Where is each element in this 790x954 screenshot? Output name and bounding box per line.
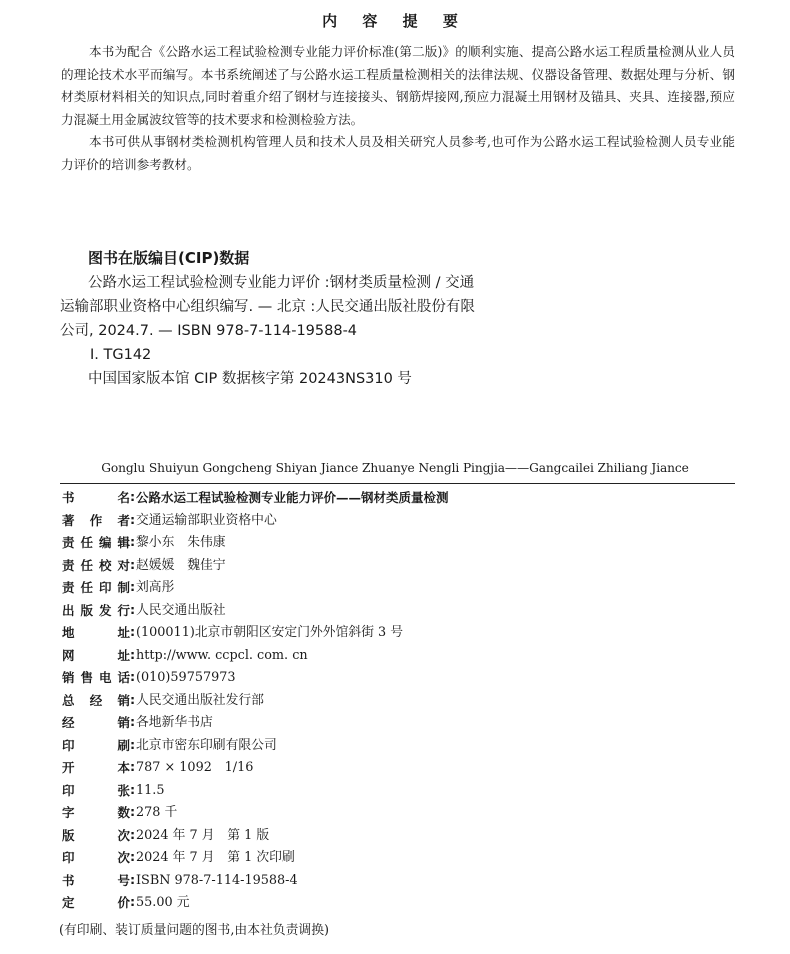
- summary-heading: 内 容 提 要: [322, 12, 468, 30]
- colophon-value: 278 千: [136, 805, 178, 820]
- colophon-row: [62, 690, 742, 713]
- colophon-label: 地 址: [62, 625, 130, 640]
- colophon-label: 书 号: [62, 872, 130, 888]
- colophon-value: 人民交通出版社发行部: [136, 692, 264, 708]
- colophon-row: [62, 870, 742, 893]
- colophon-label: 字 数: [62, 805, 130, 820]
- colophon-colon: :: [130, 670, 136, 685]
- colophon-colon: :: [130, 827, 136, 843]
- colophon-label: 网 址: [62, 647, 130, 663]
- colophon-colon: :: [130, 557, 136, 573]
- colophon-row: [62, 825, 742, 848]
- colophon-label: 总 经 销: [62, 692, 130, 708]
- colophon-label: 责 任 印 制: [62, 580, 130, 595]
- colophon-label: 印 张: [62, 782, 130, 798]
- colophon-value: 刘高彤: [136, 580, 175, 595]
- colophon-colon: :: [130, 692, 136, 708]
- colophon-colon: :: [130, 715, 136, 730]
- colophon-value: 2024 年 7 月 第 1 版: [136, 827, 270, 843]
- colophon-label: 出 版 发 行: [62, 602, 130, 618]
- colophon-row: [62, 510, 742, 533]
- summary-paragraph: 本书为配合《公路水运工程试验检测专业能力评价标准(第二版)》的顺利实施、提高公路水运工程质量检测从业人员的理论技术水平而编写。本书系统阐述了与公路水运工程质量检测相关的法律法规、仪器设备管理、数据处理与分析、钢材类原材料相关的知识点,同时着重介绍了钢材与连接接头、钢筋焊接网,预应力混凝土用钢材及锚具、夹具、连接器,预应力混凝土用金属波纹管等的技术要求和检测检验方法。: [61, 44, 735, 127]
- colophon-label: 版 次: [62, 827, 130, 843]
- cip-classification: Ⅰ. TG142: [90, 347, 152, 363]
- colophon-row: [62, 667, 742, 690]
- colophon-value: 黎小东 朱伟康: [136, 535, 226, 550]
- divider: [60, 483, 735, 484]
- colophon-colon: :: [130, 602, 136, 618]
- colophon-value: 787 × 1092 1/16: [136, 760, 254, 775]
- colophon-label: 定 价: [62, 895, 130, 910]
- colophon-colon: :: [130, 512, 136, 528]
- colophon-colon: :: [130, 647, 136, 663]
- colophon-row: [62, 780, 742, 803]
- pinyin-title: Gonglu Shuiyun Gongcheng Shiyan Jiance Zhuanye Nengli Pingjia——Gangcailei Zhiliang Jiance: [101, 461, 689, 475]
- colophon-colon: :: [130, 490, 136, 505]
- colophon-value: 人民交通出版社: [136, 602, 226, 618]
- colophon-colon: :: [130, 625, 136, 640]
- colophon-value: 赵媛媛 魏佳宁: [136, 557, 226, 573]
- colophon-colon: :: [130, 872, 136, 888]
- colophon-colon: :: [130, 760, 136, 775]
- colophon-label: 印 次: [62, 850, 130, 865]
- cip-block: [60, 246, 488, 391]
- cip-title: 图书在版编目(CIP)数据: [88, 249, 250, 267]
- colophon-value: http://www. ccpcl. com. cn: [136, 647, 308, 663]
- colophon-row: [62, 712, 742, 735]
- colophon-value: 2024 年 7 月 第 1 次印刷: [136, 850, 295, 865]
- colophon-colon: :: [130, 580, 136, 595]
- colophon-value: 交通运输部职业资格中心: [136, 512, 277, 528]
- colophon-value: (010)59757973: [136, 670, 236, 685]
- colophon-value: 公路水运工程试验检测专业能力评价——钢材类质量检测: [136, 490, 449, 505]
- colophon-value: 11.5: [136, 782, 165, 798]
- colophon-row: [62, 555, 742, 578]
- colophon-colon: :: [130, 782, 136, 798]
- colophon-value: ISBN 978-7-114-19588-4: [136, 872, 298, 888]
- colophon-row: [62, 757, 742, 780]
- colophon-label: 销 售 电 话: [62, 670, 130, 685]
- colophon-value: (100011)北京市朝阳区安定门外外馆斜街 3 号: [136, 625, 404, 640]
- colophon-colon: :: [130, 850, 136, 865]
- colophon-label: 责 任 校 对: [62, 557, 130, 573]
- colophon-row: [62, 487, 742, 510]
- colophon-row: [62, 622, 742, 645]
- colophon-label: 印 刷: [62, 737, 130, 753]
- colophon-label: 著 作 者: [62, 512, 130, 528]
- quality-note: (有印刷、装订质量问题的图书,由本社负责调换): [59, 923, 329, 938]
- colophon-row: [62, 532, 742, 555]
- colophon-label: 开 本: [62, 760, 130, 775]
- colophon-colon: :: [130, 895, 136, 910]
- cip-description: 公路水运工程试验检测专业能力评价 :钢材类质量检测 / 交通运输部职业资格中心组织编写. — 北京 :人民交通出版社股份有限公司, 2024.7. — ISBN 978-7-114-19588-4: [60, 275, 475, 339]
- colophon-value: 各地新华书店: [136, 715, 213, 730]
- colophon-row: [62, 735, 742, 758]
- summary-paragraph: 本书可供从事钢材类检测机构管理人员和技术人员及相关研究人员参考,也可作为公路水运工程试验检测人员专业能力评价的培训参考教材。: [61, 134, 735, 172]
- cip-record-number: 中国国家版本馆 CIP 数据核字第 20243NS310 号: [88, 371, 412, 387]
- colophon-value: 55.00 元: [136, 895, 190, 910]
- colophon-row: [62, 847, 742, 870]
- summary-section: [61, 41, 735, 176]
- colophon-colon: :: [130, 805, 136, 820]
- colophon-row: [62, 892, 742, 915]
- colophon-label: 经 销: [62, 715, 130, 730]
- colophon-label: 责 任 编 辑: [62, 535, 130, 550]
- colophon-label: 书 名: [62, 490, 130, 505]
- colophon-row: [62, 645, 742, 668]
- colophon-row: [62, 802, 742, 825]
- colophon-colon: :: [130, 535, 136, 550]
- colophon-row: [62, 600, 742, 623]
- colophon-row: [62, 577, 742, 600]
- colophon-value: 北京市密东印刷有限公司: [136, 737, 277, 753]
- colophon-colon: :: [130, 737, 136, 753]
- colophon: [62, 487, 742, 915]
